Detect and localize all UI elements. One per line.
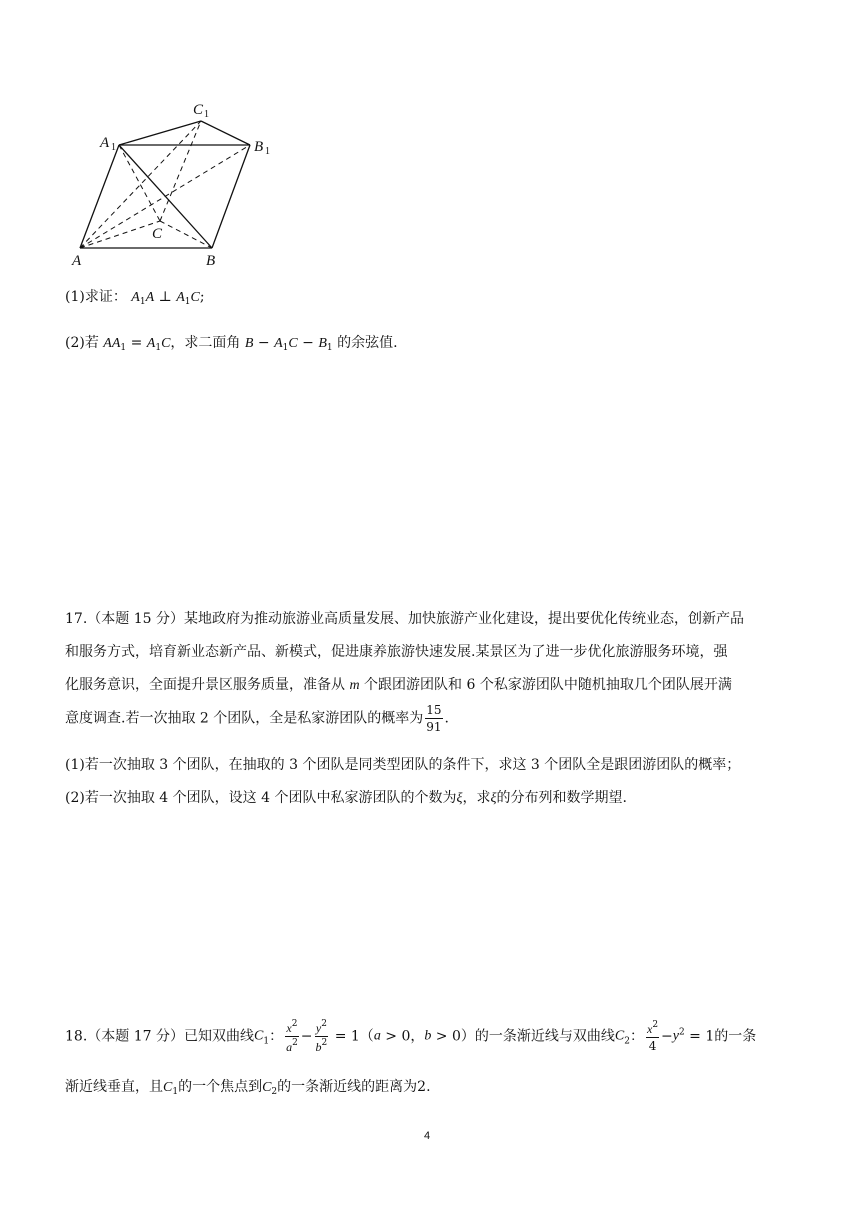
q18-l2-a: 渐近线垂直，且 — [65, 1079, 163, 1095]
frac-num: 15 — [426, 703, 442, 717]
q17-p2-b: ，求 — [462, 790, 491, 806]
label-C1: C — [193, 102, 204, 118]
q18-a2-sup: 2 — [292, 1038, 298, 1048]
q18-cond-b: b — [424, 1028, 432, 1044]
q18-line2 — [65, 1077, 431, 1102]
q18-x: x — [286, 1021, 292, 1035]
edge-A-A1 — [80, 145, 119, 248]
q16-p1-c: A — [176, 290, 185, 305]
q18-y: y — [315, 1021, 322, 1035]
q16-p2-mid: ，求二面角 — [170, 335, 245, 351]
q18-y-sup: 2 — [321, 1019, 327, 1029]
label-A1-sub: 1 — [111, 142, 116, 153]
label-B1: B — [254, 139, 264, 155]
q17-p2-a: (2)若一次抽取 4 个团队，设这 4 个团队中私家游团队的个数为 — [65, 790, 457, 806]
q18-c2-sub: 2 — [624, 1036, 630, 1047]
q18-eq2: = 1 — [684, 1028, 715, 1045]
dashed-A-C1 — [80, 121, 201, 248]
q18-four: 4 — [648, 1039, 657, 1053]
q16-ang-c: C — [288, 336, 298, 351]
q18-l2-c2-sub: 2 — [271, 1087, 278, 1097]
q18-l2-c1-sub: 1 — [172, 1087, 179, 1097]
q18-y2-sup: 2 — [679, 1027, 685, 1038]
q18-l2-c2: C — [262, 1080, 272, 1095]
q16-p2-eq: = — [126, 335, 147, 351]
q18-cond-a: a — [373, 1028, 381, 1044]
dashed-C-B — [160, 221, 212, 248]
page-number: 4 — [424, 1130, 431, 1142]
prism-figure — [60, 95, 290, 275]
q17-part1: (1)若一次抽取 3 个团队，在抽取的 3 个团队是同类型团队的条件下，求这 3 个团队全是跟团游团队的概率； — [65, 757, 741, 773]
y2-over-b2 — [315, 1020, 329, 1053]
q17-line4 — [65, 704, 449, 733]
q16-part1 — [65, 287, 205, 312]
x2-over-a2 — [285, 1020, 299, 1053]
q18-gt2: > 0 — [431, 1028, 461, 1045]
frac-den: 91 — [426, 720, 442, 734]
q18-y-2: y — [672, 1028, 679, 1044]
q16-p1-s2: 1 — [184, 297, 191, 307]
q17-line3-b: 个跟团游团队和 6 个私家游团队中随机抽取几个团队展开满 — [359, 677, 732, 693]
q18-c2: C — [614, 1028, 625, 1044]
q16-p2-eq-c: C — [161, 336, 171, 351]
q16-p2-eq-b: A — [146, 336, 156, 351]
q18-minus1: − — [300, 1028, 313, 1045]
q16-ang-s2: 1 — [326, 343, 333, 353]
q16-p1-d: C — [190, 290, 200, 305]
q18-l2-b: 的一个焦点到 — [178, 1079, 263, 1095]
q18-c1-sub: 1 — [263, 1036, 270, 1047]
q16-part2 — [65, 333, 398, 358]
q16-p1-s1: 1 — [139, 297, 146, 307]
edge-C1-B1 — [201, 121, 250, 145]
q18-x-2: x — [646, 1022, 653, 1036]
q16-ang-d1: − — [253, 335, 275, 351]
q18-x2-sup: 2 — [652, 1020, 659, 1030]
q16-p2-suffix: 的余弦值. — [332, 335, 398, 351]
label-B1-sub: 1 — [265, 146, 270, 157]
edge-B1-B — [212, 145, 250, 248]
q16-ang-b1: B — [318, 336, 327, 351]
q16-part2-prefix: (2)若 — [65, 335, 104, 351]
q18-colon1: ： — [269, 1028, 284, 1045]
q18-b: ）的一条渐近线与双曲线 — [460, 1028, 615, 1045]
q18-minus2: − — [661, 1028, 673, 1045]
q17-line2: 和服务方式，培育新业态新产品、新模式，促进康养旅游快速发展.某景区为了进一步优化旅游服务环境，强 — [65, 644, 728, 660]
q18-a: 18.（本题 17 分）已知双曲线 — [65, 1028, 254, 1045]
q18-end: . — [426, 1079, 431, 1095]
q18-colon2: ： — [629, 1028, 644, 1045]
q16-p2-eq-s1: 1 — [120, 343, 127, 353]
label-A1: A — [100, 135, 110, 151]
q18-line1 — [65, 1020, 756, 1053]
label-C1-sub: 1 — [204, 109, 209, 120]
q16-p2-eq-s2: 1 — [155, 343, 162, 353]
dashed-C-C1 — [160, 121, 201, 221]
edge-A1-C1 — [119, 121, 201, 145]
q17-xi-2: ξ — [490, 791, 497, 806]
x2-over-4 — [646, 1021, 659, 1052]
q16-ang-b: B — [244, 336, 254, 351]
q16-p2-eq-a: AA — [103, 336, 121, 351]
q18-c1: C — [253, 1028, 264, 1044]
q16-ang-s1: 1 — [282, 343, 289, 353]
q17-line1: 17.（本题 15 分）某地政府为推动旅游业高质量发展、加快旅游产业化建设，提出要优化传统业态，创新产品 — [65, 611, 744, 627]
q17-line3-a: 化服务意识，全面提升景区服务质量，准备从 — [65, 677, 350, 693]
q17-m: m — [349, 678, 360, 693]
dashed-A-C — [80, 221, 160, 248]
q18-b2: b — [315, 1040, 322, 1054]
q16-p1-perp: ⊥ — [154, 289, 177, 305]
q18-l2-c1: C — [163, 1080, 173, 1095]
q17-line4-a: 意度调查.若一次抽取 2 个团队，全是私家游团队的概率为 — [65, 710, 424, 727]
q17-xi-1: ξ — [456, 791, 463, 806]
q18-b2-sup: 2 — [321, 1038, 328, 1048]
q18-dist: 2 — [417, 1079, 427, 1095]
q18-x-sup: 2 — [291, 1019, 298, 1029]
q16-p1-a: A — [131, 290, 140, 305]
q18-gt1: > 0， — [380, 1028, 425, 1045]
probability-fraction — [425, 704, 442, 733]
q16-ang-d2: − — [297, 335, 319, 351]
q17-line3 — [65, 675, 732, 696]
q17-part2 — [65, 788, 627, 809]
label-A: A — [72, 253, 82, 269]
q18-l2-c: 的一条渐近线的距离为 — [277, 1079, 418, 1095]
q18-a2: a — [286, 1040, 293, 1054]
q18-c-end: 的一条 — [714, 1028, 757, 1045]
label-C: C — [152, 226, 163, 242]
label-B: B — [206, 253, 216, 269]
q16-part1-prefix: (1)求证： — [65, 289, 127, 305]
q16-ang-a: A — [274, 336, 283, 351]
q16-p1-end: ; — [199, 289, 205, 305]
q18-eq1: = 1（ — [330, 1028, 374, 1045]
dashed-A-B1 — [80, 145, 250, 248]
q17-p2-c: 的分布列和数学期望. — [496, 790, 627, 806]
q16-p1-b: A — [145, 290, 155, 305]
q17-line4-b: . — [444, 710, 449, 727]
